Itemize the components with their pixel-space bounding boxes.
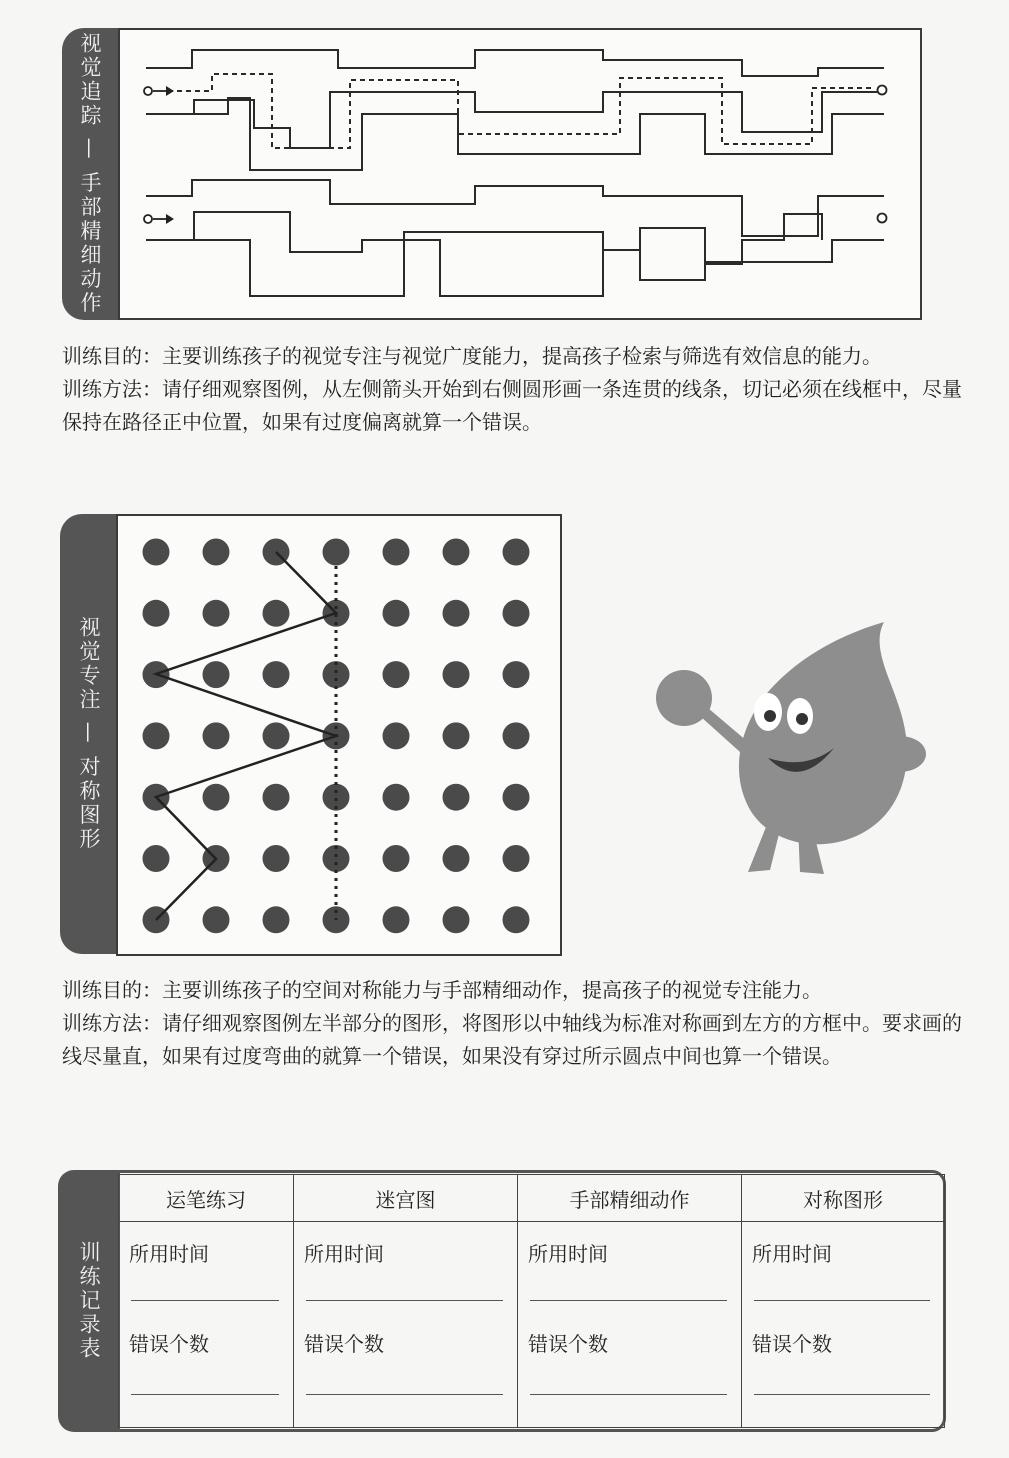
record-col-header: 迷宫图 [294, 1175, 518, 1222]
record-cell [742, 1222, 945, 1428]
errors-answer-line[interactable] [131, 1394, 279, 1395]
maze-method-text: 训练方法：请仔细观察图例，从左侧箭头开始到右侧圆形画一条连贯的线条，切记必须在线框中，尽量保持在路径正中位置，如果有过度偏离就算一个错误。 [62, 377, 962, 434]
symmetry-method-text: 训练方法：请仔细观察图例左半部分的图形，将图形以中轴线为标准对称画到左方的方框中。要求画的线尽量直，如果有过度弯曲的就算一个错误，如果没有穿过所示圆点中间也算一个错误。 [62, 1011, 962, 1068]
errors-answer-line[interactable] [306, 1394, 503, 1395]
symmetry-section-label: 视觉专注 — 对称图形 [77, 616, 101, 852]
training-record-table [118, 1174, 945, 1428]
errors-label: 错误个数 [752, 1332, 832, 1356]
time-answer-line[interactable] [306, 1300, 503, 1301]
time-label: 所用时间 [752, 1242, 832, 1266]
errors-answer-line[interactable] [530, 1394, 727, 1395]
time-label: 所用时间 [304, 1242, 384, 1266]
errors-label: 错误个数 [129, 1332, 209, 1356]
time-label: 所用时间 [528, 1242, 608, 1266]
record-header-row [119, 1175, 945, 1222]
record-col-header: 手部精细动作 [518, 1175, 742, 1222]
record-body-row [119, 1222, 945, 1428]
maze-section-label: 视觉追踪 — 手部精细动作 [78, 32, 102, 316]
record-cell [119, 1222, 294, 1428]
errors-label: 错误个数 [304, 1332, 384, 1356]
time-answer-line[interactable] [754, 1300, 930, 1301]
record-section-label: 训练记录表 [77, 1241, 101, 1361]
record-section-tab [58, 1170, 120, 1432]
time-label: 所用时间 [129, 1242, 209, 1266]
maze-purpose-text: 训练目的：主要训练孩子的视觉专注与视觉广度能力，提高孩子检索与筛选有效信息的能力。 [62, 344, 882, 368]
record-cell [294, 1222, 518, 1428]
symmetry-purpose-text: 训练目的：主要训练孩子的空间对称能力与手部精细动作，提高孩子的视觉专注能力。 [62, 978, 822, 1002]
errors-label: 错误个数 [528, 1332, 608, 1356]
symmetry-instructions [62, 974, 962, 1073]
record-col-header: 对称图形 [742, 1175, 945, 1222]
time-answer-line[interactable] [530, 1300, 727, 1301]
time-answer-line[interactable] [131, 1300, 279, 1301]
record-cell [518, 1222, 742, 1428]
record-col-header: 运笔练习 [119, 1175, 294, 1222]
errors-answer-line[interactable] [754, 1394, 930, 1395]
